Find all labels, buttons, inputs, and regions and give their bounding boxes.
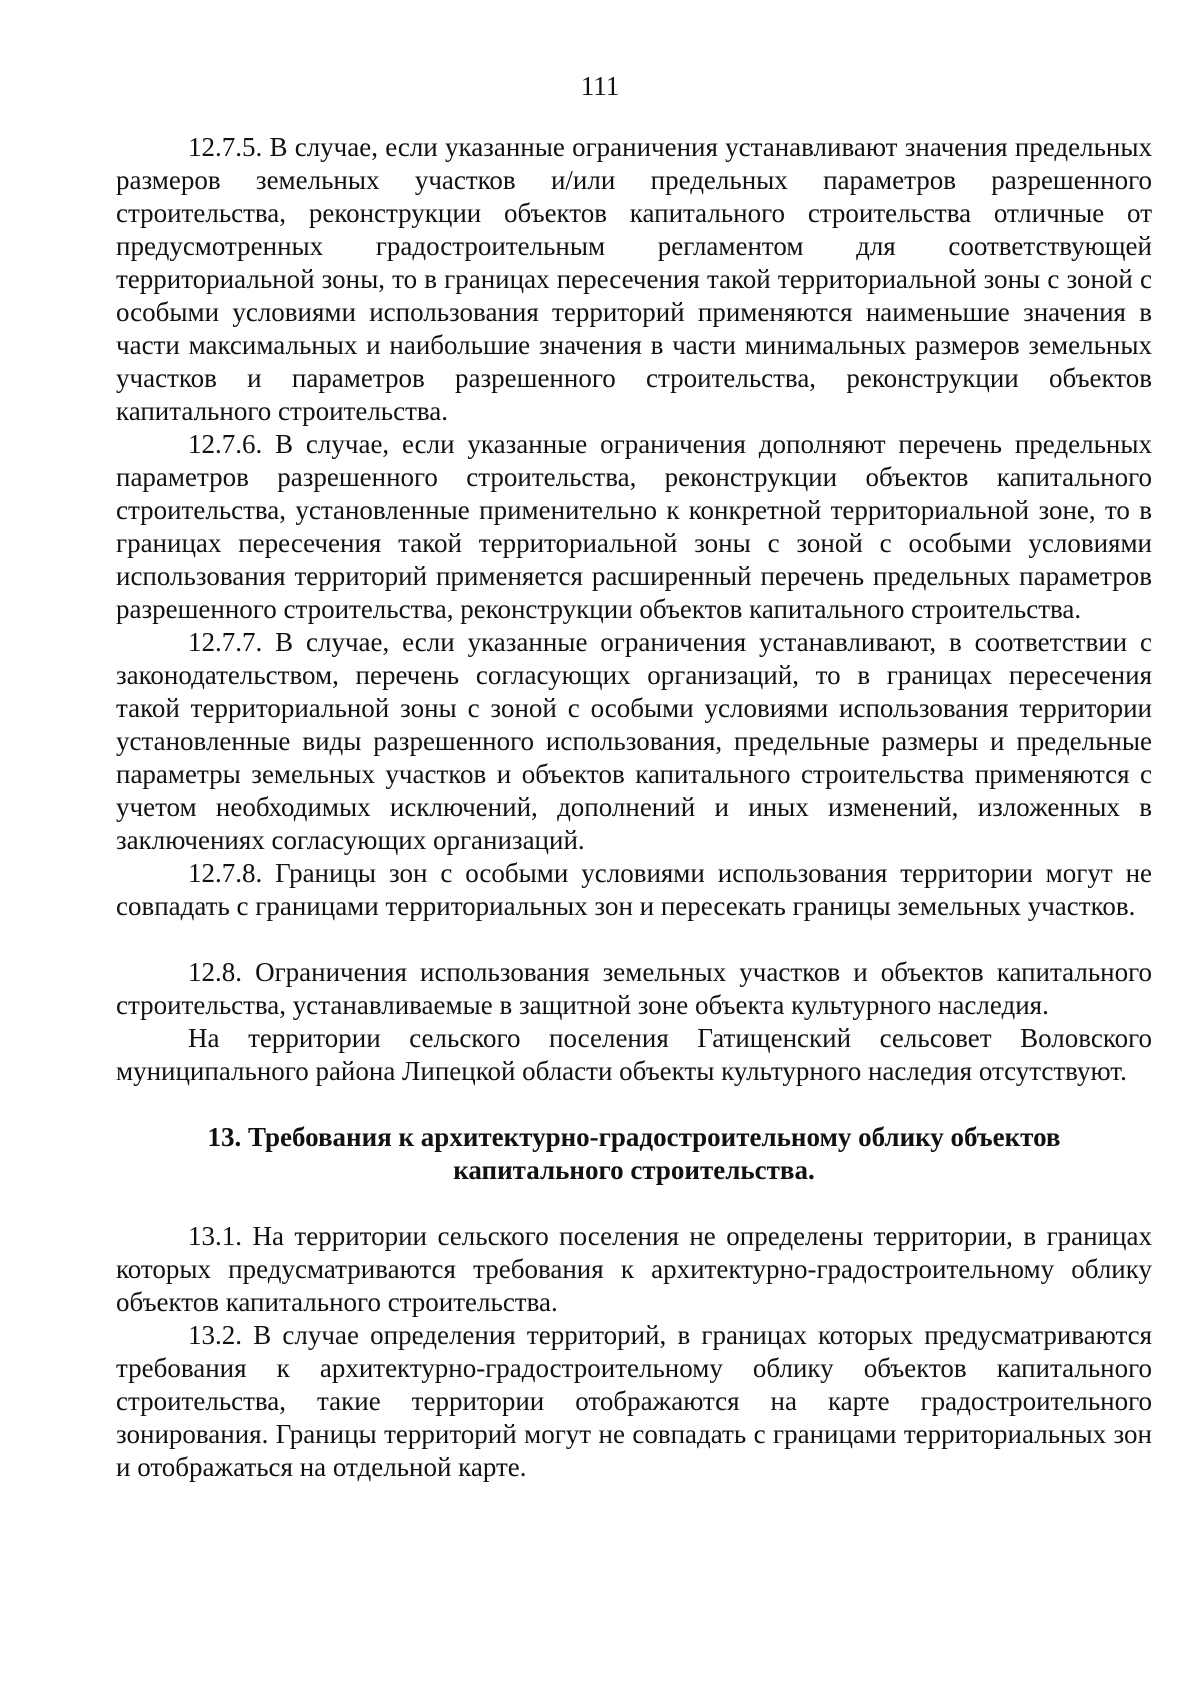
section-heading-line-1: 13. Требования к архитектурно-градостроительному облику объектов [207, 1122, 1061, 1152]
document-body [116, 131, 1152, 1484]
paragraph-12-7-7: 12.7.7. В случае, если указанные ограничения устанавливают, в соответствии с законодательством, перечень согласующих организаций, то в границах пересечения такой территориальной зоны с зоной с особыми условиями использования территории установленные виды разрешенного использования, предельные размеры и предельные параметры земельных участков и объектов капитального строительства применяются с учетом необходимых исключений, дополнений и иных изменений, изложенных в заключениях согласующих организаций. [116, 627, 1152, 855]
paragraph-12-7-6: 12.7.6. В случае, если указанные ограничения дополняют перечень предельных параметров разрешенного строительства, реконструкции объектов капитального строительства, установленные применительно к конкретной территориальной зоне, то в границах пересечения такой территориальной зоны с зоной с особыми условиями использования территорий применяется расширенный перечень предельных параметров разрешенного строительства, реконструкции объектов капитального строительства. [116, 429, 1152, 624]
paragraph-12-7-8: 12.7.8. Границы зон с особыми условиями использования территории могут не совпадать с границами территориальных зон и пересекать границы земельных участков. [116, 858, 1152, 921]
section-heading-13 [116, 1121, 1152, 1187]
paragraph-12-8: 12.8. Ограничения использования земельных участков и объектов капитального строительства, устанавливаемые в защитной зоне объекта культурного наследия. [116, 957, 1152, 1020]
paragraph-13-2: 13.2. В случае определения территорий, в границах которых предусматриваются требования к архитектурно-градостроительному облику объектов капитального строительства, такие территории отображаются на карте градостроительного зонирования. Границы территорий могут не совпадать с границами территориальных зон и отображаться на отдельной карте. [116, 1320, 1152, 1482]
paragraph-spacer [116, 1187, 1152, 1220]
paragraph-spacer [116, 1088, 1152, 1121]
paragraph-spacer [116, 923, 1152, 956]
paragraph-13-1: 13.1. На территории сельского поселения не определены территории, в границах которых предусматриваются требования к архитектурно-градостроительному облику объектов капитального строительства. [116, 1221, 1152, 1317]
page-number: 111 [580, 71, 620, 101]
section-heading-line-2: капитального строительства. [453, 1155, 815, 1185]
paragraph-cultural-heritage: На территории сельского поселения Гатищенский сельсовет Воловского муниципального района Липецкой области объекты культурного наследия отсутствуют. [116, 1023, 1152, 1086]
paragraph-12-7-5: 12.7.5. В случае, если указанные ограничения устанавливают значения предельных размеров земельных участков и/или предельных параметров разрешенного строительства, реконструкции объектов капитального строительства отличные от предусмотренных градостроительным регламентом для соответствующей территориальной зоны, то в границах пересечения такой территориальной зоны с зоной с особыми условиями использования территорий применяются наименьшие значения в части максимальных и наибольшие значения в части минимальных размеров земельных участков и параметров разрешенного строительства, реконструкции объектов капитального строительства. [116, 132, 1152, 426]
